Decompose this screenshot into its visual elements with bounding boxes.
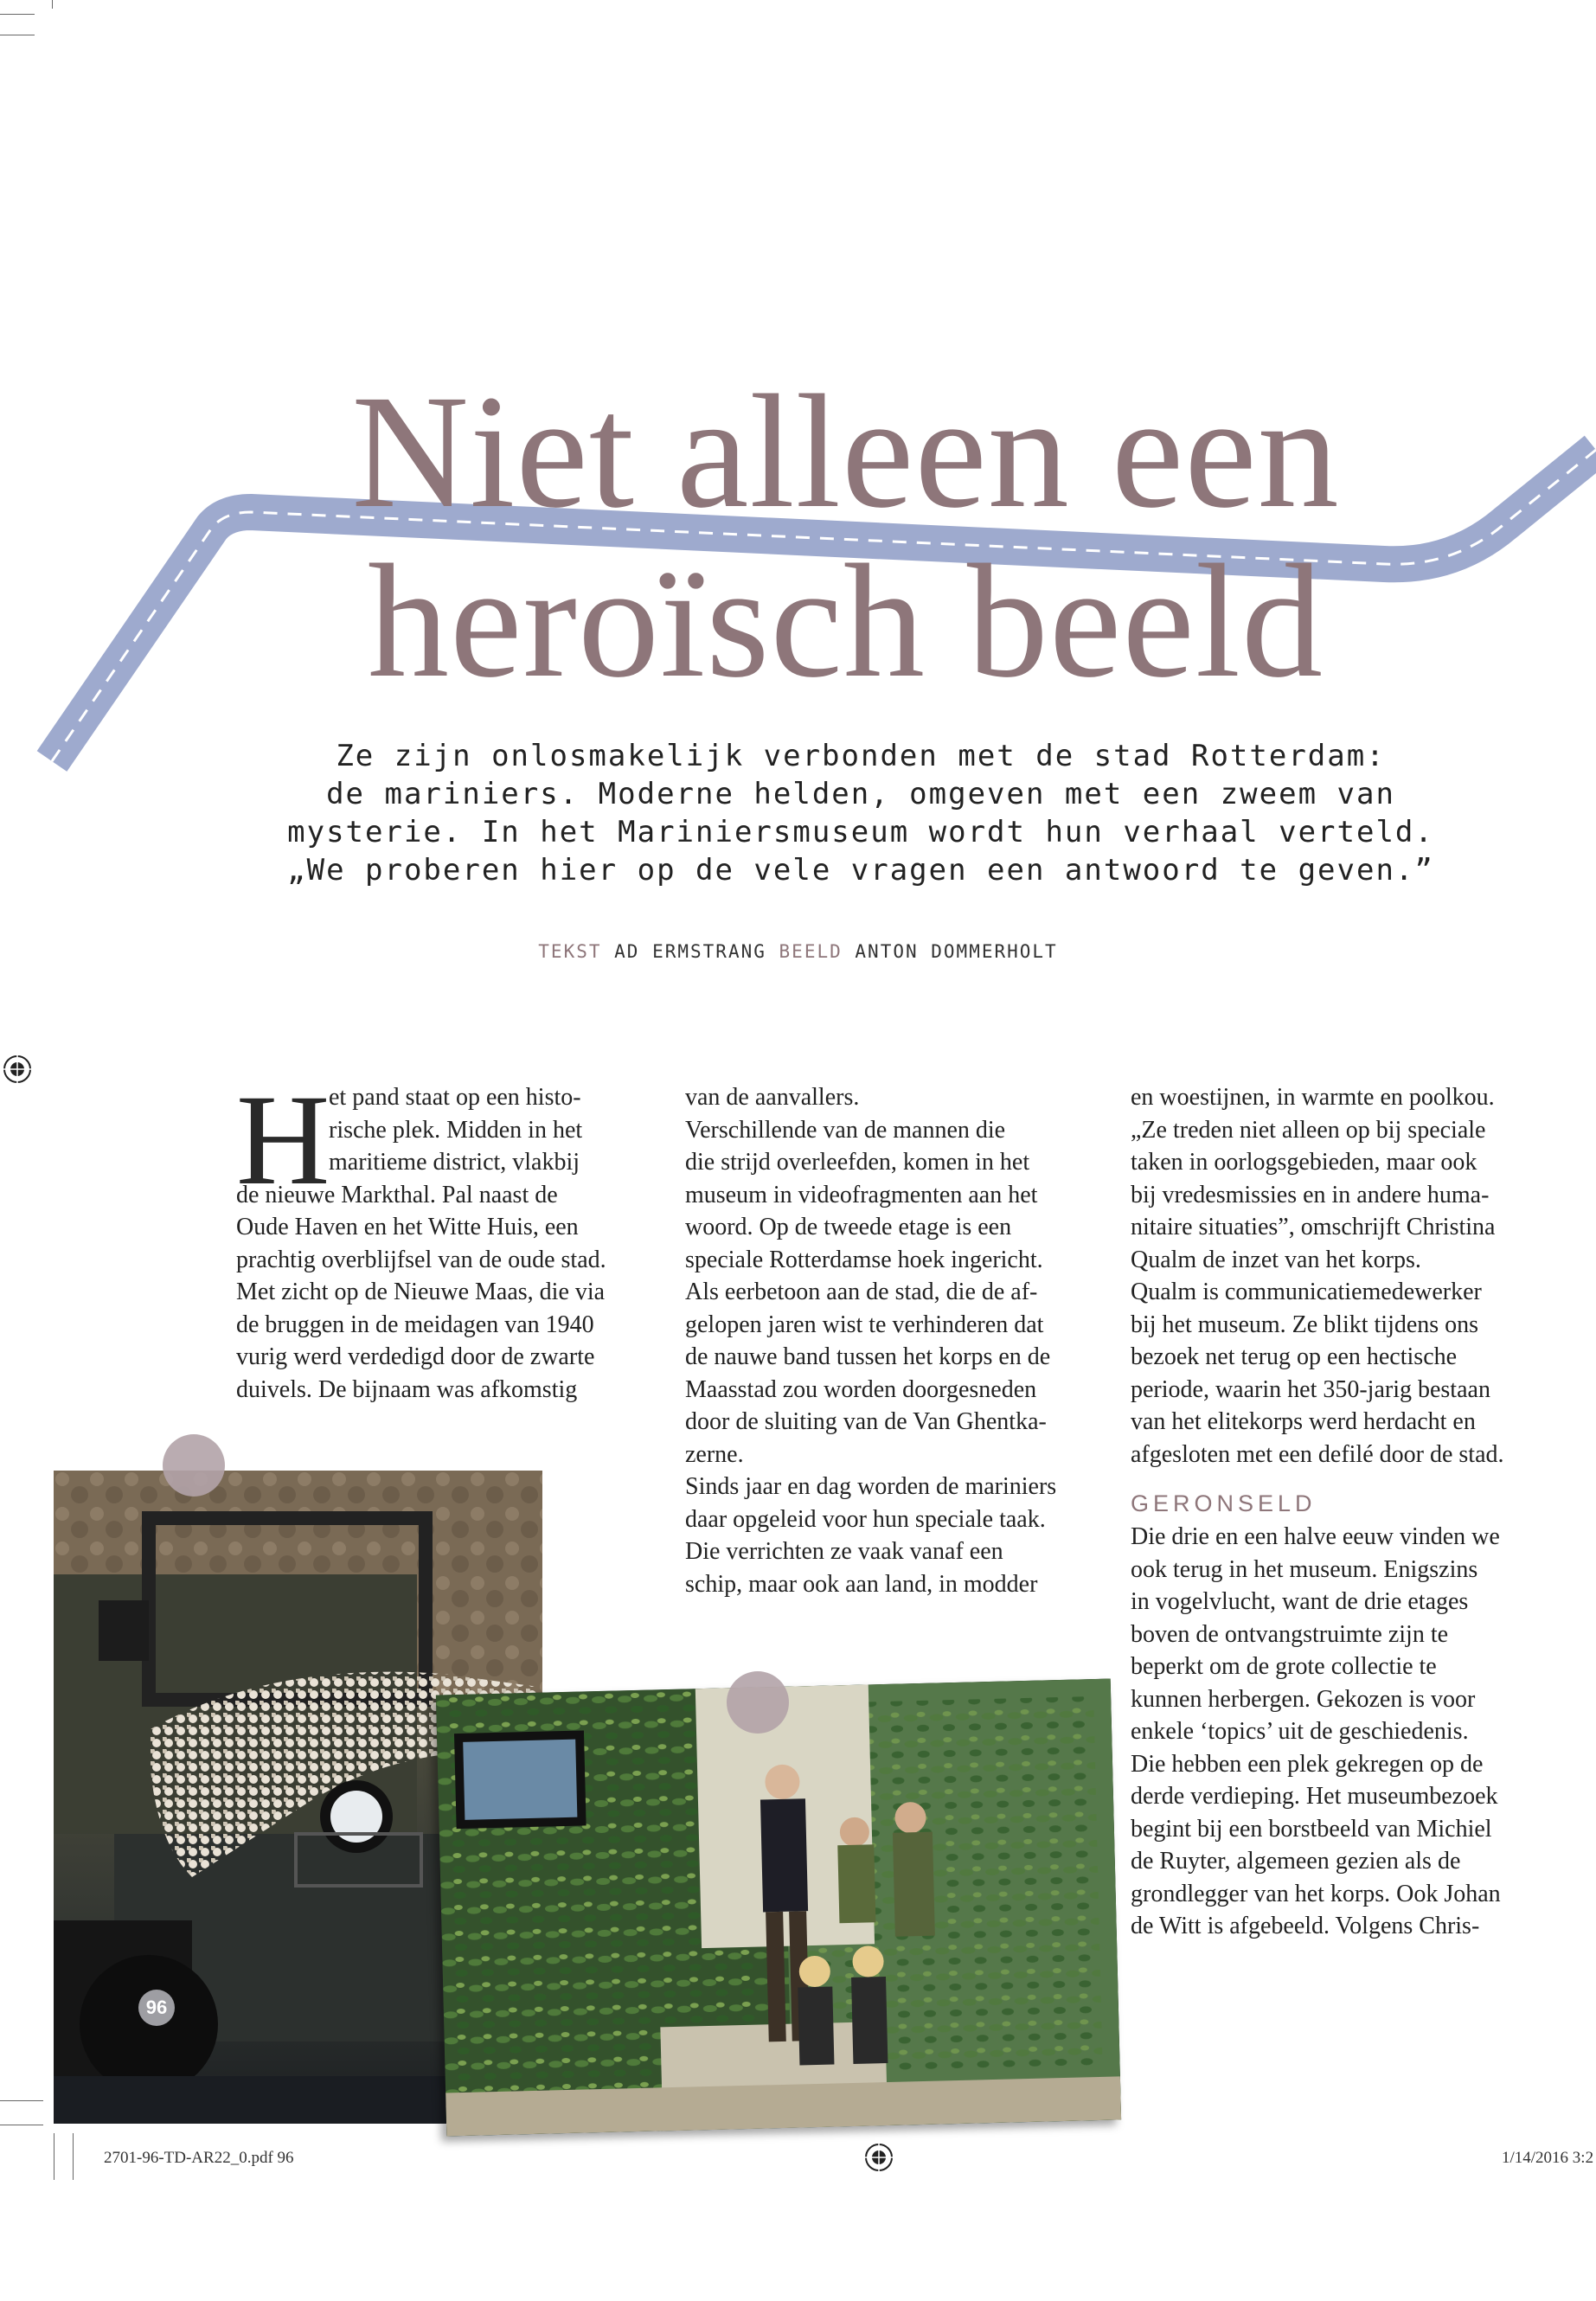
body-line: ook terug in het museum. Enigszins (1131, 1555, 1478, 1583)
body-line: museum in videofragmenten aan het (685, 1181, 1038, 1208)
page-number: 96 (138, 1990, 175, 2026)
body-line: de bruggen in de meidagen van 1940 (236, 1311, 594, 1338)
body-line: bij het museum. Ze blikt tijdens ons (1131, 1311, 1479, 1338)
registration-mark-icon (863, 2142, 894, 2173)
body-line: Als eerbetoon aan de stad, die de af- (685, 1279, 1038, 1305)
body-line: nitaire situaties”, omschrijft Christina (1131, 1214, 1496, 1240)
body-line: prachtig overblijfsel van de oude stad. (236, 1246, 606, 1273)
body-line: Die hebben een plek gekregen op de (1131, 1750, 1484, 1778)
footer-date: 1/14/2016 3:2 (1502, 2149, 1594, 2167)
drop-cap: H (236, 1068, 330, 1212)
subheading: GERONSELD (1131, 1490, 1317, 1516)
body-line: grondlegger van het korps. Ook Johan (1131, 1880, 1501, 1907)
intro-line: Ze zijn onlosmakelijk verbonden met de stad Rotterdam: (336, 739, 1386, 773)
body-line: bij vredesmissies en in andere huma- (1131, 1181, 1490, 1208)
footer-filename: 2701-96-TD-AR22_0.pdf 96 (104, 2149, 294, 2167)
body-line: Die verrichten ze vaak vanaf een (685, 1538, 1003, 1565)
body-line: periode, waarin het 350-jarig bestaan (1131, 1375, 1490, 1403)
body-line: boven de ontvangstruimte zijn te (1131, 1620, 1449, 1648)
body-line: schip, maar ook aan land, in modder (685, 1570, 1038, 1598)
body-line: kunnen herbergen. Gekozen is voor (1131, 1685, 1476, 1713)
body-line: Oude Haven en het Witte Huis, een (236, 1214, 579, 1240)
body-line: de Ruyter, algemeen gezien als de (1131, 1848, 1461, 1875)
body-line: rische plek. Midden in het (329, 1116, 583, 1144)
body-line: woord. Op de tweede etage is een (685, 1214, 1012, 1240)
body-line: de nieuwe Markthal. Pal naast de (236, 1181, 558, 1208)
intro-line: de mariniers. Moderne helden, omgeven met een zweem van (326, 777, 1395, 811)
body-line: begint bij een borstbeeld van Michiel (1131, 1815, 1492, 1843)
body-line: Sinds jaar en dag worden de mariniers (685, 1473, 1057, 1500)
headline-line-2: heroïsch beeld (367, 530, 1324, 711)
body-line: taken in oorlogsgebieden, maar ook (1131, 1149, 1477, 1176)
body-line: maritieme district, vlakbij (329, 1149, 580, 1176)
body-line: van de aanvallers. (685, 1084, 860, 1111)
body-line: beperkt om de grote collectie te (1131, 1653, 1437, 1680)
text-author: AD ERMSTRANG (614, 941, 766, 962)
body-line: afgesloten met een defilé door de stad. (1131, 1440, 1504, 1468)
body-line: speciale Rotterdamse hoek ingericht. (685, 1246, 1043, 1273)
body-line: die strijd overleefden, komen in het (685, 1149, 1030, 1176)
body-line: de Witt is afgebeeld. Volgens Chris- (1131, 1913, 1480, 1939)
body-line: Qualm de inzet van het korps. (1131, 1246, 1421, 1273)
body-line: zerne. (685, 1440, 744, 1468)
registration-mark-icon (2, 1054, 33, 1085)
intro-paragraph (260, 737, 1462, 889)
decorative-dot (727, 1671, 789, 1734)
body-line: et pand staat op een histo- (329, 1084, 581, 1111)
body-line: duivels. De bijnaam was afkomstig (236, 1375, 578, 1403)
body-line: in vogelvlucht, want de drie etages (1131, 1588, 1469, 1615)
intro-line: mysterie. In het Mariniersmuseum wordt hun verhaal verteld. (287, 815, 1434, 849)
body-line: door de sluiting van de Van Ghentka- (685, 1408, 1047, 1435)
body-line: bezoek net terug op een hectische (1131, 1343, 1458, 1370)
byline (0, 941, 1596, 962)
body-line: en woestijnen, in warmte en poolkou. (1131, 1084, 1495, 1111)
text-label: TEKST (538, 941, 602, 962)
body-line: Maasstad zou worden doorgesneden (685, 1375, 1037, 1403)
body-line: „Ze treden niet alleen op bij speciale (1131, 1116, 1486, 1144)
headline-line-1: Niet alleen een (351, 361, 1340, 542)
crop-mark (0, 2100, 43, 2101)
body-line: daar opgeleid voor hun speciale taak. (685, 1505, 1046, 1533)
photo-museum-exhibit (436, 1679, 1121, 2137)
intro-line: „We proberen hier op de vele vragen een antwoord te geven.” (287, 853, 1434, 888)
body-line: Die drie en een halve eeuw vinden we (1131, 1523, 1500, 1550)
image-author: ANTON DOMMERHOLT (855, 941, 1058, 962)
body-line: van het elitekorps werd herdacht en (1131, 1408, 1476, 1435)
body-line: vurig werd verdedigd door de zwarte (236, 1343, 595, 1370)
body-line: Qualm is communicatiemedewerker (1131, 1279, 1482, 1305)
body-column-1 (236, 1081, 651, 1406)
body-column-3 (1131, 1081, 1554, 1943)
body-line: derde verdieping. Het museumbezoek (1131, 1783, 1498, 1810)
body-line: Met zicht op de Nieuwe Maas, die via (236, 1279, 606, 1305)
body-line: de nauwe band tussen het korps en de (685, 1343, 1051, 1370)
crop-mark (73, 2133, 74, 2180)
image-label: BEELD (779, 941, 843, 962)
body-line: Verschillende van de mannen die (685, 1116, 1006, 1144)
body-line: enkele ‘topics’ uit de geschiedenis. (1131, 1718, 1469, 1745)
exhibit-illustration (436, 1679, 1121, 2137)
body-column-2 (685, 1081, 1105, 1600)
decorative-dot (163, 1434, 225, 1497)
body-line: gelopen jaren wist te verhinderen dat (685, 1311, 1044, 1338)
